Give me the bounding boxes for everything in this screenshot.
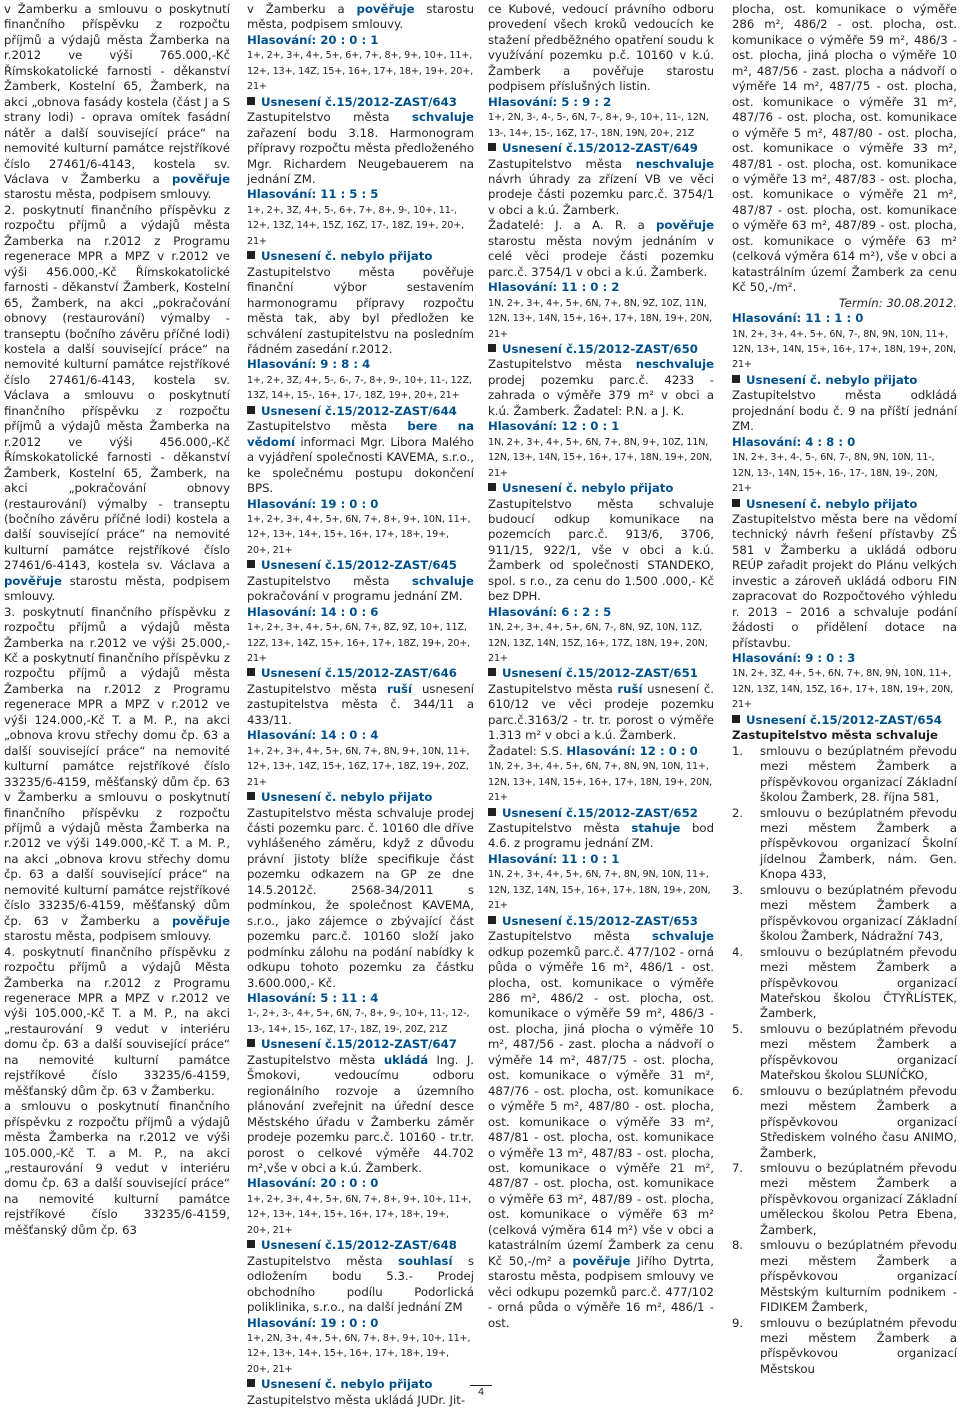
vote-result: Hlasování: 11 : 0 : 2: [488, 280, 620, 295]
square-bullet-icon: [488, 143, 496, 151]
resolution-heading: [488, 806, 714, 821]
resolution-heading: [247, 1037, 474, 1052]
text: Usnesení č.15/2012-ZAST/645: [261, 558, 457, 573]
text: 3. poskytnutí finančního příspěvku z rozpočtu příjmů a výdajů města Žamberka na r.2012 ve výši 25.000,-Kč a poskytnutí finančního příspěvku z rozpočtu příjmů a výdajů města Žamberka na r.2012 z Programu regenerace MPR a MPZ v r.2012 ve výši 124.000,-Kč T. a M. P., na akci „obnova krovu střechy domu čp. 63 a další související práce“ na nemovité kulturní památce rejstříkové číslo 33235/6-4159, měšťanský dům čp. 63 v Žamberku a smlouvu o poskytnutí finančního příspěvku z rozpočtu příjmů a výdajů města Žamberka na r.2012 ve výši 149.000,-Kč T. a M. P., na akci „obnova krovu střechy domu čp. 63 a další související práce“ na nemovité kulturní památce rejstříkové číslo 33235/6-4159, měšťanský dům čp. 63 v Žamberku a: [4, 604, 230, 928]
resolution-text: Zastupitelstvo města schvaluje: [732, 728, 938, 743]
text: Zastupitelstvo města: [247, 681, 378, 696]
text: Usnesení č.15/2012-ZAST/651: [502, 666, 698, 681]
vote-list: 1N, 2+, 3+, 4+, 5+, 6N, 7-, 8N, 9Z, 10N, 11Z, 12N, 13Z, 14N, 15Z, 16+, 17Z, 18N, 19+, 20N, 21+: [488, 622, 708, 665]
vote-result: Hlasování: 4 : 8 : 0: [732, 434, 856, 449]
resolution-text: [247, 1053, 474, 1177]
vote-list: 1N, 2+, 3+, 4-, 5-, 6N, 7-, 8N, 9N, 10N, 11-, 12N, 13-, 14N, 15+, 16-, 17-, 18N, 19-, 20N, 21+: [732, 452, 938, 495]
resolution-heading: [732, 713, 957, 728]
text: Zastupitelstvo města: [488, 929, 631, 944]
vote-result: Hlasování: 19 : 0 : 0: [247, 496, 379, 511]
resolution-text: [488, 929, 714, 1331]
text: Usnesení č.15/2012-ZAST/650: [502, 341, 698, 356]
page-number: 4: [470, 1385, 492, 1398]
resolution-heading: [247, 558, 474, 573]
resolution-text: [247, 1254, 474, 1316]
resolution-text: [488, 682, 714, 744]
text: Zastupitelstvo města: [247, 573, 390, 588]
paragraph: [488, 744, 714, 759]
paragraph: ce Kubové, vedoucí právního odboru provedení všech kroků vedoucích ke stažení předběžného opatření soudu k využívání pozemku p.č. 10160 v k.ú. Žamberk a pověřuje starostu podpisem příslušných listin.: [488, 2, 714, 94]
keyword: schvaluje: [652, 929, 714, 944]
resolution-text: [488, 357, 714, 419]
text: zařazení bodu 3.18. Harmonogram přípravy rozpočtu města předloženého Mgr. Richardem Neugebauerem na jednání ZM.: [247, 125, 474, 186]
square-bullet-icon: [247, 1039, 255, 1047]
resolution-heading: [247, 95, 474, 110]
column-1: [4, 2, 230, 1238]
square-bullet-icon: [247, 97, 255, 105]
list-item: [732, 1022, 957, 1084]
list-number: 6.: [732, 1083, 744, 1098]
resolution-text: [247, 574, 474, 605]
text: starostu města, podpisem smlouvy.: [247, 2, 475, 32]
vote-list: 1+, 2N, 3-, 4-, 5-, 6N, 7-, 8+, 9-, 10+, 11-, 12N, 13-, 14+, 15-, 16Z, 17-, 18N, 19N, 20+, 21Z: [488, 112, 709, 139]
list-item: [4, 203, 230, 605]
square-bullet-icon: [247, 560, 255, 568]
vote-result: Hlasování: 6 : 2 : 5: [488, 604, 612, 619]
resolution-heading: [488, 666, 714, 681]
paragraph: [488, 218, 714, 280]
text: Zastupitelstvo města: [247, 1052, 376, 1067]
text: návrh úhrady za zřízení VB ve věci prodeje části pozemku parc.č. 3754/1 v obci a k.ú. Žamberk.: [488, 171, 714, 217]
text: pokračování v programu jednání ZM.: [247, 589, 463, 604]
vote-result: Hlasování: 14 : 0 : 6: [247, 604, 379, 619]
text: v Žamberku a smlouvu o poskytnutí finančního příspěvku z rozpočtu příjmů a výdajů města Žamberka na r.2012 ve výši 765.000,-Kč Římskokatolické farnosti - děkanství Žamberk, Kostelní 65, Žamberk, na akci „obnova fasády kostela (část J a S strany lodi) - oprava omítek fasádní nátěr a další související práce“ na nemovité kulturní památce rejstříkové číslo 27461/6-4143, kostela sv. Václava v Žamberku a: [4, 2, 230, 186]
text: Zastupitelstvo města: [488, 821, 620, 836]
text: Zastupitelstvo města: [247, 110, 390, 125]
vote-list: 1N, 2+, 3+, 4+, 5+, 6N, 7+, 8N, 9+, 10Z, 11N, 12N, 13+, 14N, 15+, 16+, 17+, 18N, 19+, 20N, 21+: [488, 436, 713, 479]
keyword: pověřuje: [572, 1253, 631, 1268]
resolution-heading: [247, 790, 474, 805]
text: Usnesení č.15/2012-ZAST/654: [746, 712, 942, 727]
text: s odložením bodu 5.3.- Prodej obchodního podílu Podorlická poliklinika, s.r.o., na další jednání ZM: [247, 1253, 475, 1315]
vote-result: Hlasování: 11 : 0 : 1: [488, 851, 620, 866]
vote-result: Hlasování: 9 : 8 : 4: [247, 357, 371, 372]
resolution-heading: [247, 1377, 474, 1392]
vote-list: 1+, 2+, 3+, 4+, 5+, 6N, 7+, 8+, 9+, 10N, 11+, 12+, 13+, 14+, 15+, 16+, 17+, 18+, 19+, 20+, 21+: [247, 513, 471, 556]
list-number: 5.: [732, 1021, 744, 1036]
list-item: [732, 883, 957, 945]
list-number: 3.: [732, 882, 744, 897]
text: Usnesení č. nebylo přijato: [261, 1377, 433, 1392]
text: v Žamberku a: [247, 2, 345, 16]
paragraph: a smlouvu o poskytnutí finančního příspěvku z rozpočtu příjmů a výdajů města Žamberka na r.2012 ve výši 105.000,-Kč T. a M. P., na akci „restaurování 9 vedut v interiéru domu čp. 63 a další související práce“ na nemovité kulturní památce rejstříkové číslo 33235/6-4159, měšťanský dům čp. 63: [4, 1099, 230, 1237]
vote-list: 1N, 2+, 3+, 4+, 5+, 6N, 7+, 8N, 9N, 10N, 11+, 12N, 13+, 14N, 15+, 16+, 17+, 18N, 19+, 20N, 21+: [488, 761, 713, 804]
list-number: 7.: [732, 1160, 744, 1175]
vote-list: 1+, 2+, 3+, 4+, 5+, 6N, 7+, 8Z, 9Z, 10+, 11Z, 12Z, 13+, 14Z, 15+, 16+, 17+, 18Z, 19+, 20+, 21+: [247, 622, 471, 665]
text: usnesení č. 610/12 ve věci prodeje pozemku parc.č.3163/2 - tr. tr. porost o výměře 1.313 m² v obci a k.ú. Žamberk.: [488, 681, 714, 743]
keyword: pověřuje: [172, 171, 231, 186]
keyword: ruší: [386, 681, 413, 696]
list-number: 1.: [732, 743, 744, 758]
square-bullet-icon: [488, 916, 496, 924]
vote-result: Hlasování: 12 : 0 : 1: [488, 419, 620, 434]
text: Usnesení č.15/2012-ZAST/653: [502, 913, 698, 928]
text: smlouvu o bezúplatném převodu mezi městem Žamberk a příspěvkovou organizací Mateřskou školou ČTYŘLÍSTEK, Žamberk,: [760, 944, 957, 1021]
text: Usnesení č. nebylo přijato: [261, 249, 433, 264]
list-item: [4, 605, 230, 945]
keyword: ukládá: [383, 1052, 429, 1067]
vote-list: 1N, 2+, 3Z, 4+, 5+, 6N, 7+, 8N, 9N, 10N, 11+, 12N, 13Z, 14N, 15Z, 16+, 17+, 18N, 19+, 20N, 21+: [732, 668, 954, 711]
text: Usnesení č. nebylo přijato: [502, 481, 674, 496]
text: usnesení zastupitelstva města č. 344/11 a 433/11.: [247, 681, 474, 727]
list-item: 4. poskytnutí finančního příspěvku z rozpočtu příjmů a výdajů Města Žamberka na r.2012 z Programu regenerace MPR a MPZ v r.2012 ve výši 105.000,-Kč T. a M. P., na akci „restaurování 9 vedut v interiéru domu čp. 63 a další související práce“ na nemovité kulturní památce rejstříkové číslo 33235/6-4159, měšťanský dům čp. 63 v Žamberku.: [4, 944, 230, 1098]
vote-result: Hlasování: 14 : 0 : 4: [247, 728, 379, 743]
list-item: [732, 1084, 957, 1161]
list-item: [732, 945, 957, 1022]
text: Ing. J. Šmokovi, vedoucímu odboru regionálního rozvoje a územního plánování zveřejnit na úřední desce Městského úřadu v Žamberku záměr prodeje pozemku parc.č. 10160 - tr.tr. porost o celkové výměře 44.702 m²,vše v obci a k.ú. Žamberk.: [247, 1052, 474, 1175]
text: prodej pozemku parc.č. 4233 - zahrada o výměře 379 m² v obci a k.ú. Žamberk. Žadatel: P.N. a J. K.: [488, 372, 714, 418]
resolution-heading: [247, 1238, 474, 1253]
keyword: neschvaluje: [635, 156, 714, 171]
text: Zastupitelstvo města: [488, 681, 613, 696]
text: Usnesení č.15/2012-ZAST/646: [261, 666, 457, 681]
keyword: souhlasí: [397, 1253, 453, 1268]
text: starostu města novým jednáním v celé věci prodeje části pozemku parc.č. 3754/1 v obci a k.ú. Žamberk.: [488, 233, 714, 279]
text: smlouvu o bezúplatném převodu mezi městem Žamberk a příspěvkovou organizací Školní jídelnou Žamberk, nám. Gen. Knopa 433,: [760, 805, 957, 882]
square-bullet-icon: [247, 1379, 255, 1387]
vote-result: Hlasování: 20 : 0 : 1: [247, 32, 379, 47]
text: bod 4.6. z programu jednání ZM.: [488, 821, 715, 851]
text: Usnesení č. nebylo přijato: [746, 372, 918, 387]
square-bullet-icon: [247, 792, 255, 800]
keyword: pověřuje: [172, 913, 231, 928]
square-bullet-icon: [732, 375, 740, 383]
text: Usnesení č.15/2012-ZAST/643: [261, 94, 457, 109]
text: Usnesení č. nebylo přijato: [261, 790, 433, 805]
text: 2. poskytnutí finančního příspěvku z rozpočtu příjmů a výdajů města Žamberka na r.2012 z Programu regenerace MPR a MPZ v r.2012 ve výši 456.000,-Kč Římskokatolické farnosti - děkanství Žamberk, Kostelní 65, Žamberk, na akci „pokračování obnovy (restaurování) výmalby - transeptu (bočního závěru příčné lodi) kostela a další související práce“ na nemovité kulturní památce rejstříkové číslo 27461/6-4143, kostela sv. Václava a smlouvu o poskytnutí finančního příspěvku z rozpočtu příjmů a výdajů města Žamberka na r.2012 ve výši 456.000,-Kč Římskokatolické farnosti - děkanství Žamberk, Kostelní 65, Žamberk, na akci „pokračování obnovy (restaurování) výmalby - transeptu (bočního závěru příčné lodi) kostela a další související práce“ na nemovité kulturní památce rejstříkové číslo 27461/6-4143, kostela sv. Václava a: [4, 202, 230, 573]
numbered-list: [732, 744, 957, 1378]
deadline: Termín: 30.08.2012.: [838, 295, 957, 310]
list-item: [732, 1316, 957, 1378]
text: Usnesení č.15/2012-ZAST/644: [261, 403, 457, 418]
list-number: 4.: [732, 944, 744, 959]
list-number: 8.: [732, 1238, 744, 1253]
resolution-text: [247, 419, 474, 496]
text: odkup pozemků parc.č. 477/102 - orná půda o výměře 16 m², 486/1 - ost. plocha, ost. komunikace o výměře 286 m², 486/2 - ost. plocha, ost. komunikace o výměře 59 m², 486/3 - ost. plocha, jiná plocha o výměře 10 m², 487/56 - zast. plocha a nádvoří o výměře 14 m², 487/75 - ost. plocha, ost. komunikace o výměře 31 m², 487/76 - ost. plocha, ost. komunikace o výměře 5 m², 487/80 - ost. plocha, ost. komunikace o výměře 33 m², 487/81 - ost. plocha, ost. komunikace o výměře 13 m², 487/83 - ost. plocha, ost. komunikace o výměře 21 m², 487/87 - ost. plocha, ost. komunikace o výměře 63 m², 487/89 - ost. plocha, ost. komunikace o výměře 63 m² (celková výměra 614 m²) vše v obci a katastrálním území Žamberk za cenu Kč 50,-/m² a: [488, 944, 714, 1268]
text: Jiřího Dytrta, starostu města, podpisem smlouvy ve věci odkupu pozemků parc.č. 477/102 - orná půda o výměře 16 m², 486/1 - ost.: [488, 1253, 714, 1330]
resolution-text: Zastupitelstvo města schvaluje prodej části pozemku parc. č. 10160 dle dříve vyhlášeného záměru, když z důvodu právní jistoty blíže specifikuje část pozemku odkazem na GP ze dne 14.5.2012č. 2568-34/2011 s podmínkou, že společnost KAVEMA, s.r.o., jako zájemce o zbývající část pozemku parc.č. 10160 složí jako podmínku zálohu na podání nabídky k odkupu tohoto pozemku za částku 3.600.000,- Kč.: [247, 805, 474, 990]
text: smlouvu o bezúplatném převodu mezi městem Žamberk a příspěvkovou organizací Městským kulturním podnikem - FIDIKEM Žamberk,: [760, 1238, 957, 1315]
paragraph: plocha, ost. komunikace o výměře 286 m², 486/2 - ost. plocha, ost. komunikace o výměře 59 m², 486/3 - ost. plocha, jiná plocha o výměře 10 m², 487/56 - zast. plocha a nádvoří o výměře 14 m², 487/75 - ost. plocha, ost. komunikace o výměře 31 m², 487/76 - ost. plocha, ost. komunikace o výměře 5 m², 487/80 - ost. plocha, ost. komunikace o výměře 33 m², 487/81 - ost. plocha, ost. komunikace o výměře 13 m², 487/83 - ost. plocha, ost. komunikace o výměře 21 m², 487/87 - ost. plocha, ost. komunikace o výměře 63 m², 487/89 - ost. plocha, ost. komunikace o výměře 63 m² (celková výměra 614 m²), vše v obci a katastrálním území Žamberk za cenu Kč 50,-/m².: [732, 2, 957, 295]
resolution-text: [247, 682, 474, 728]
resolution-heading: [488, 141, 714, 156]
text: Usnesení č.15/2012-ZAST/652: [502, 805, 698, 820]
keyword: ruší: [617, 681, 643, 696]
resolution-text: Zastupitelstvo města bere na vědomí technický návrh řešení přístavby ZŠ 581 v Žamberku a ukládá odboru REÚP zařadit projekt do Plánu velkých investic a zároveň ukládá odboru FIN zapracovat do Rozpočtového výhledu r. 2013 – 2016 a schvaluje podání žádosti o přidělení dotace na přístavbu.: [732, 511, 957, 650]
text: starostu města, podpisem smlouvy.: [4, 929, 212, 944]
vote-list: 1+, 2+, 3+, 4+, 5+, 6+, 7+, 8+, 9+, 10+, 11+, 12+, 13+, 14Z, 15+, 16+, 17+, 18+, 19+, 20+, 21+: [247, 50, 473, 93]
vote-list: 1-, 2+, 3-, 4+, 5+, 6N, 7-, 8+, 9-, 10+, 11-, 12-, 13-, 14+, 15-, 16Z, 17-, 18Z, 19-, 20Z, 21Z: [247, 1008, 470, 1035]
square-bullet-icon: [488, 344, 496, 352]
list-item: [732, 1161, 957, 1238]
keyword: pověřuje: [4, 573, 62, 588]
vote-result: Hlasování: 5 : 11 : 4: [247, 991, 379, 1005]
text: Usnesení č. nebylo přijato: [746, 496, 918, 511]
square-bullet-icon: [732, 499, 740, 507]
text: starostu města, podpisem smlouvy.: [4, 187, 212, 202]
resolution-heading: [488, 342, 714, 357]
resolution-heading: [732, 497, 957, 512]
vote-result: Hlasování: 19 : 0 : 0: [247, 1315, 379, 1330]
text: Zastupitelstvo města: [247, 419, 388, 434]
text: Zastupitelstvo města: [247, 1253, 383, 1268]
resolution-text: Zastupitelstvo města pověřuje finanční výbor sestavením harmonogramu přípravy rozpočtu města tak, aby byl předložen ke schválení zastupitelstvu na posledním řádném zasedání r.2012.: [247, 264, 474, 356]
vote-result: Hlasování: 20 : 0 : 0: [247, 1176, 379, 1191]
vote-list: 1+, 2+, 3+, 4+, 5+, 6N, 7+, 8+, 9+, 10+, 11+, 12+, 13+, 14+, 15+, 16+, 17+, 18+, 19+, 20+, 21+: [247, 1193, 472, 1236]
text: smlouvu o bezúplatném převodu mezi městem Žamberk a příspěvkovou organizací Mateřskou školou SLUNÍČKO,: [760, 1021, 957, 1083]
list-item: [732, 1238, 957, 1315]
column-4: [732, 2, 957, 1377]
vote-result: Hlasování: 11 : 5 : 5: [247, 187, 379, 202]
vote-list: 1N, 2+, 3+, 4+, 5+, 6N, 7+, 8N, 9N, 10N, 11+, 12N, 13Z, 14N, 15+, 16+, 17+, 18N, 19+, 20N, 21+: [488, 869, 711, 912]
text: smlouvu o bezúplatném převodu mezi městem Žamberk a příspěvkovou organizací Městskou: [760, 1315, 957, 1376]
column-2: [247, 2, 474, 1408]
resolution-text: Zastupitelstvo města odkládá projednání bodu č. 9 na příští jednání ZM.: [732, 388, 957, 434]
resolution-text: Zastupitelstvo města schvaluje budoucí odkup komunikace na pozemcích parc.č. 913/6, 3706, 911/15, 922/1, vše v obci a k.ú. Žamberk od společnosti STANDEKO, spol. s r.o., za cenu do 1.500 .000,- Kč bez DPH.: [488, 496, 714, 604]
resolution-heading: [488, 914, 714, 929]
keyword: pověřuje: [656, 218, 715, 233]
keyword: pověřuje: [356, 2, 415, 16]
column-3: [488, 2, 714, 1331]
vote-result: Hlasování: 5 : 9 : 2: [488, 94, 612, 109]
vote-result: Hlasování: 12 : 0 : 0: [566, 743, 698, 758]
resolution-heading: [247, 249, 474, 264]
keyword: stahuje: [631, 821, 681, 836]
resolution-text: [488, 157, 714, 219]
square-bullet-icon: [247, 668, 255, 676]
vote-list: 1N, 2+, 3+, 4+, 5+, 6N, 7-, 8N, 9N, 10N, 11+, 12N, 13+, 14N, 15+, 16+, 17+, 18N, 19+, 20N, 21+: [732, 328, 957, 371]
text: Usnesení č.15/2012-ZAST/649: [502, 141, 698, 156]
vote-list: 1+, 2N, 3+, 4+, 5+, 6N, 7+, 8+, 9+, 10+, 11+, 12+, 13+, 14+, 15+, 16+, 17+, 18+, 19+, 20+, 21+: [247, 1332, 471, 1375]
square-bullet-icon: [732, 715, 740, 723]
resolution-text: [488, 821, 714, 852]
square-bullet-icon: [488, 483, 496, 491]
resolution-text: [247, 110, 474, 187]
text: starostu města, podpisem smlouvy.: [4, 573, 230, 604]
square-bullet-icon: [247, 251, 255, 259]
text: Usnesení č.15/2012-ZAST/647: [261, 1037, 457, 1052]
list-item: [732, 806, 957, 883]
resolution-heading: [732, 373, 957, 388]
keyword: schvaluje: [412, 110, 474, 125]
text: Zastupitelstvo města: [488, 357, 622, 372]
text: smlouvu o bezúplatném převodu mezi městem Žamberk a příspěvkovou organizací Střediskem volného času ANIMO, Žamberk,: [760, 1083, 957, 1160]
vote-result: Hlasování: 11 : 1 : 0: [732, 311, 864, 326]
vote-result: Hlasování: 9 : 0 : 3: [732, 651, 856, 666]
list-item: [732, 744, 957, 806]
paragraph: [4, 2, 230, 203]
keyword: bere na vědomí: [247, 419, 474, 449]
resolution-text: Zastupitelstvo města ukládá JUDr. Jit-: [247, 1392, 466, 1407]
text: smlouvu o bezúplatném převodu mezi městem Žamberk a příspěvkovou organizací Základní školou Žamberk, Nádražní 743,: [760, 882, 957, 944]
square-bullet-icon: [488, 668, 496, 676]
keyword: schvaluje: [412, 573, 474, 588]
vote-list: 1+, 2+, 3Z, 4+, 5-, 6-, 7-, 8+, 9-, 10+, 11-, 12Z, 13Z, 14+, 15-, 16+, 17-, 18Z, 19+, 20+, 21+: [247, 374, 472, 402]
text: informaci Mgr. Libora Malého a vyjádření společnosti KAVEMA, s.r.o., ke společnému postupu dokončení BPS.: [247, 434, 475, 496]
resolution-heading: [247, 404, 474, 419]
text: smlouvu o bezúplatném převodu mezi městem Žamberk a příspěvkovou organizací Základní školou Žamberk, 28. října 581,: [760, 743, 957, 805]
list-number: 2.: [732, 805, 744, 820]
text: Zastupitelstvo města: [488, 156, 622, 171]
square-bullet-icon: [488, 808, 496, 816]
text: Žadatelé: J. a A. R. a: [488, 218, 645, 233]
paragraph: [247, 2, 474, 33]
resolution-heading: [247, 666, 474, 681]
text: Žadatel: S.S.: [488, 743, 563, 758]
text: smlouvu o bezúplatném převodu mezi městem Žamberk a příspěvkovou organizací Základní uměleckou školou Petra Ebena, Žamberk,: [760, 1160, 957, 1237]
resolution-heading: [488, 481, 714, 496]
vote-list: 1+, 2+, 3Z, 4+, 5-, 6+, 7+, 8+, 9-, 10+, 11-, 12+, 13Z, 14+, 15Z, 16Z, 17-, 18Z, 19+, 20+, 21+: [247, 204, 465, 247]
vote-list: 1+, 2+, 3+, 4+, 5+, 6N, 7+, 8N, 9+, 10N, 11+, 12+, 13+, 14Z, 15+, 16Z, 17+, 18Z, 19+, 20Z, 21+: [247, 745, 470, 788]
vote-list: 1N, 2+, 3+, 4+, 5+, 6N, 7+, 8N, 9Z, 10Z, 11N, 12N, 13+, 14N, 15+, 16+, 17+, 18N, 19+, 20N, 21+: [488, 297, 713, 340]
square-bullet-icon: [247, 406, 255, 414]
text: Usnesení č.15/2012-ZAST/648: [261, 1238, 457, 1253]
square-bullet-icon: [247, 1240, 255, 1248]
list-number: 9.: [732, 1315, 744, 1330]
keyword: neschvaluje: [635, 357, 714, 372]
